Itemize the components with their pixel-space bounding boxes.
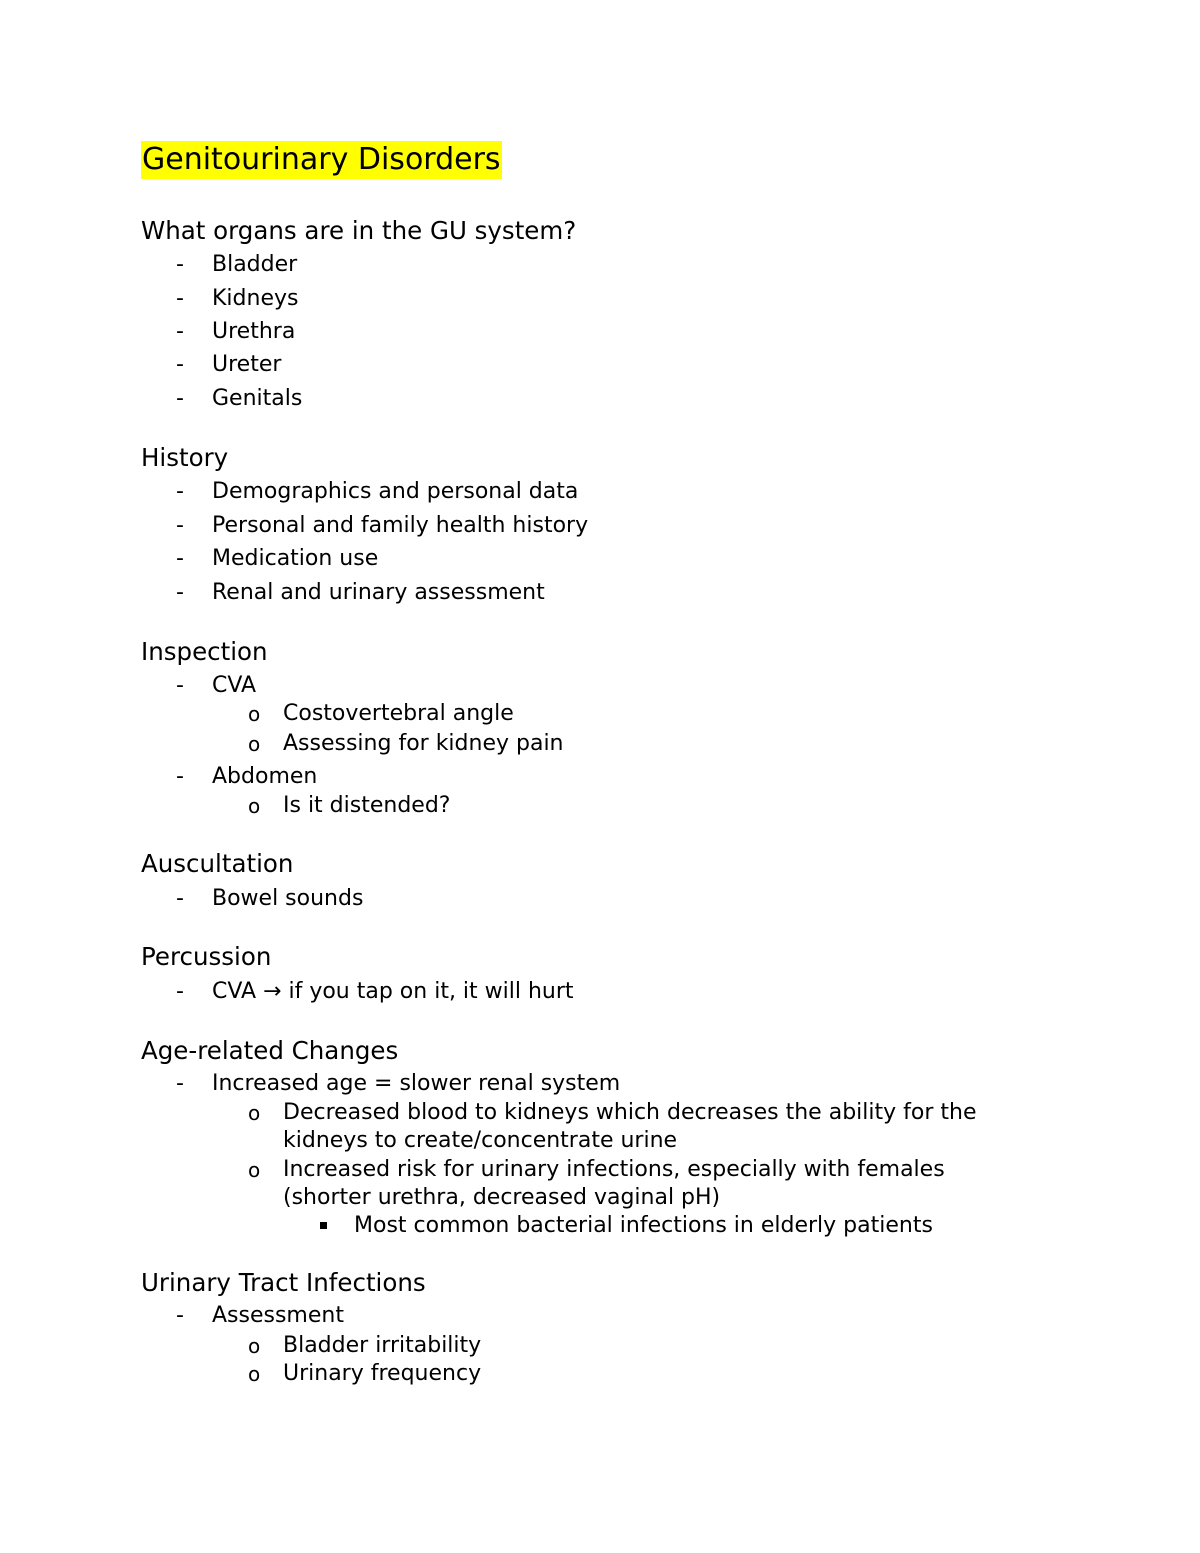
square-bullet-icon — [320, 1222, 327, 1229]
section-heading-percussion: Percussion — [141, 942, 272, 971]
dash-bullet: - — [176, 546, 184, 571]
sub-list-item: Is it distended? — [283, 793, 451, 818]
list-item: Genitals — [212, 386, 303, 411]
list-item: Personal and family health history — [212, 513, 589, 538]
dash-bullet: - — [176, 979, 184, 1004]
sub-list-item: Increased risk for urinary infections, especially with females — [283, 1157, 945, 1182]
dash-bullet: - — [176, 673, 184, 698]
sub-list-item-continuation: kidneys to create/concentrate urine — [283, 1128, 678, 1153]
dash-bullet: - — [176, 479, 184, 504]
section-heading-age-related-changes: Age-related Changes — [141, 1036, 399, 1065]
sub-list-item: Urinary frequency — [283, 1361, 482, 1386]
list-item: Demographics and personal data — [212, 479, 579, 504]
dash-bullet: - — [176, 252, 184, 277]
sub-list-item: Assessing for kidney pain — [283, 731, 564, 756]
dash-bullet: - — [176, 580, 184, 605]
dash-bullet: - — [176, 886, 184, 911]
list-item: Urethra — [212, 319, 296, 344]
dash-bullet: - — [176, 764, 184, 789]
dash-bullet: - — [176, 1071, 184, 1096]
dash-bullet: - — [176, 513, 184, 538]
circle-bullet: o — [248, 1362, 261, 1386]
list-item: Kidneys — [212, 286, 299, 311]
list-item: CVA — [212, 673, 257, 698]
circle-bullet: o — [248, 1158, 261, 1182]
dash-bullet: - — [176, 286, 184, 311]
dash-bullet: - — [176, 386, 184, 411]
section-heading-history: History — [141, 443, 229, 472]
list-item: Increased age = slower renal system — [212, 1071, 621, 1096]
section-heading-inspection: Inspection — [141, 637, 268, 666]
list-item: Renal and urinary assessment — [212, 580, 545, 605]
circle-bullet: o — [248, 794, 261, 818]
circle-bullet: o — [248, 1101, 261, 1125]
sub-sub-list-item: Most common bacterial infections in elderly patients — [354, 1213, 933, 1238]
dash-bullet: - — [176, 352, 184, 377]
page-title: Genitourinary Disorders — [142, 142, 501, 177]
list-item: Medication use — [212, 546, 379, 571]
list-item: Bladder — [212, 252, 298, 277]
list-item: CVA → if you tap on it, it will hurt — [212, 979, 574, 1004]
section-heading-uti: Urinary Tract Infections — [141, 1268, 426, 1297]
sub-list-item: Costovertebral angle — [283, 701, 514, 726]
section-heading-auscultation: Auscultation — [141, 849, 294, 878]
list-item: Abdomen — [212, 764, 318, 789]
circle-bullet: o — [248, 1334, 261, 1358]
circle-bullet: o — [248, 732, 261, 756]
dash-bullet: - — [176, 319, 184, 344]
sub-list-item: Bladder irritability — [283, 1333, 482, 1358]
circle-bullet: o — [248, 702, 261, 726]
sub-list-item-continuation: (shorter urethra, decreased vaginal pH) — [283, 1185, 721, 1210]
sub-list-item: Decreased blood to kidneys which decreases the ability for the — [283, 1100, 977, 1125]
list-item: Bowel sounds — [212, 886, 364, 911]
section-heading-organs: What organs are in the GU system? — [141, 216, 577, 245]
list-item: Ureter — [212, 352, 282, 377]
dash-bullet: - — [176, 1303, 184, 1328]
list-item: Assessment — [212, 1303, 344, 1328]
